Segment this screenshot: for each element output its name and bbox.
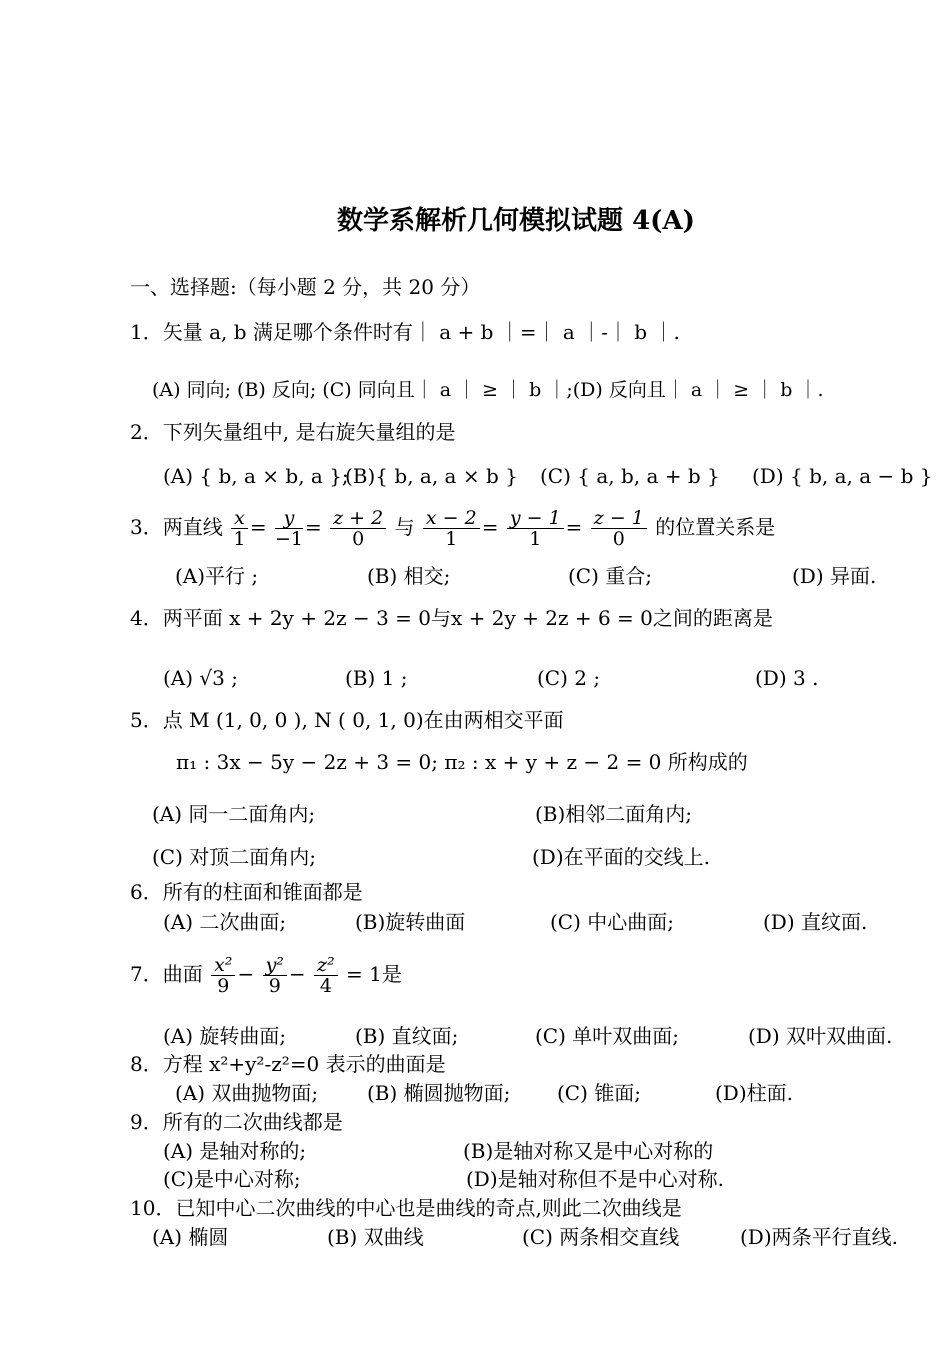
question-4-option-d: (D) 3 .	[755, 666, 819, 690]
question-6-option-d: (D) 直纹面.	[763, 910, 868, 934]
question-6-option-b: (B)旋转曲面	[355, 910, 466, 934]
fraction-denominator: 9	[217, 975, 230, 997]
question-1-options: (A) 同向; (B) 反向; (C) 同向且｜ a ｜ ≥ ｜ b ｜;(D) 反向且｜ a ｜ ≥ ｜ b ｜.	[152, 379, 824, 401]
question-10-stem: 10．已知中心二次曲线的中心也是曲线的奇点,则此二次曲线是	[130, 1196, 682, 1220]
question-9-stem: 9．所有的二次曲线都是	[130, 1110, 343, 1134]
question-7-stem: 7．曲面 $\frac{\text{x²}}{9}$ − $\frac{\text{y²}}{9}$ − $\frac{\text{z²}}{4}$ = 1是	[130, 954, 402, 997]
question-2-option-d: (D) { b, a, a − b }	[752, 464, 933, 488]
fraction-numerator: x	[231, 508, 248, 529]
question-9-option-c: (C)是中心对称;	[163, 1167, 301, 1191]
question-7-prefix: 7．曲面	[130, 962, 203, 986]
question-2-option-c: (C) { a, b, a + b }	[540, 464, 720, 488]
question-4-stem: 4．两平面 x + 2y + 2z − 3 = 0与x + 2y + 2z + 6 = 0之间的距离是	[130, 606, 773, 630]
question-7-option-d: (D) 双叶双曲面.	[748, 1024, 893, 1048]
question-9-option-d: (D)是轴对称但不是中心对称.	[466, 1167, 724, 1191]
question-5-option-b: (B)相邻二面角内;	[535, 802, 693, 826]
question-3-option-c: (C) 重合;	[568, 564, 653, 588]
fraction-numerator: y − 1	[507, 508, 564, 529]
fraction-numerator: z²	[314, 955, 338, 976]
question-10-option-a: (A) 椭圆	[152, 1225, 229, 1249]
section-heading: 一、选择题:（每小题 2 分，共 20 分）	[130, 275, 481, 299]
question-2-stem: 2．下列矢量组中, 是右旋矢量组的是	[130, 420, 456, 444]
question-10-option-b: (B) 双曲线	[327, 1225, 424, 1249]
fraction-numerator: x − 2	[423, 508, 480, 529]
question-7-suffix: = 1是	[346, 962, 402, 986]
question-3-option-b: (B) 相交;	[367, 564, 451, 588]
question-3-stem: 3．两直线 $\frac{x}{1}$ = $\frac{y}{-1}$ = $\frac{z + 2}{0}$ 与 $\frac{x - 2}{1}$ = $\frac{y - 1}{1}$ = $\frac{z - 1}{0}$ 的位置关系是	[130, 507, 776, 550]
fraction-numerator: x²	[211, 955, 235, 976]
question-3-option-d: (D) 异面.	[792, 564, 877, 588]
question-6-option-a: (A) 二次曲面;	[163, 910, 287, 934]
question-1-stem: 1．矢量 a, b 满足哪个条件时有｜ a + b ｜=｜ a ｜-｜ b ｜.	[130, 320, 680, 344]
question-3-suffix: 的位置关系是	[655, 515, 776, 539]
question-10-option-d: (D)两条平行直线.	[740, 1225, 898, 1249]
page-title: 数学系解析几何模拟试题 4(A)	[337, 206, 695, 236]
fraction-denominator: 0	[352, 528, 365, 550]
question-8-option-c: (C) 锥面;	[557, 1081, 642, 1105]
question-2-option-b: (B){ b, a, a × b }	[345, 464, 518, 488]
fraction	[507, 508, 564, 549]
question-7-option-a: (A) 旋转曲面;	[163, 1024, 287, 1048]
question-9-option-a: (A) 是轴对称的;	[163, 1139, 307, 1163]
question-5-planes: π₁ : 3x − 5y − 2z + 3 = 0; π₂ : x + y + z − 2 = 0 所构成的	[176, 750, 748, 774]
question-5-option-c: (C) 对顶二面角内;	[152, 845, 317, 869]
fraction-denominator: 1	[529, 528, 542, 550]
fraction-numerator: y	[275, 508, 303, 529]
fraction	[330, 508, 386, 549]
question-7-option-b: (B) 直纹面;	[355, 1024, 459, 1048]
question-3-connector: 与	[394, 515, 415, 539]
question-5-option-d: (D)在平面的交线上.	[532, 845, 710, 869]
fraction	[423, 508, 480, 549]
fraction-denominator: 9	[268, 975, 281, 997]
question-4-option-c: (C) 2 ;	[537, 666, 601, 690]
question-6-stem: 6．所有的柱面和锥面都是	[130, 880, 363, 904]
question-4-option-a: (A) √3 ;	[163, 666, 238, 690]
question-8-stem: 8．方程 x²+y²-z²=0 表示的曲面是	[130, 1052, 446, 1076]
fraction-numerator: z + 2	[330, 508, 386, 529]
fraction	[275, 508, 303, 549]
question-8-option-d: (D)柱面.	[715, 1081, 793, 1105]
question-5-stem: 5．点 M (1, 0, 0 ), N ( 0, 1, 0)在由两相交平面	[130, 708, 564, 732]
fraction-numerator: z − 1	[591, 508, 647, 529]
fraction-numerator: y²	[263, 955, 287, 976]
fraction-denominator: −1	[274, 528, 303, 550]
fraction-denominator: 4	[319, 975, 332, 997]
fraction	[314, 955, 338, 996]
question-9-option-b: (B)是轴对称又是中心对称的	[463, 1139, 714, 1163]
fraction	[231, 508, 248, 549]
question-10-option-c: (C) 两条相交直线	[522, 1225, 680, 1249]
fraction-denominator: 1	[233, 528, 246, 550]
question-3-option-a: (A)平行 ;	[175, 564, 259, 588]
question-6-option-c: (C) 中心曲面;	[550, 910, 675, 934]
question-7-option-c: (C) 单叶双曲面;	[535, 1024, 680, 1048]
fraction	[591, 508, 647, 549]
fraction	[211, 955, 235, 996]
fraction	[263, 955, 287, 996]
question-2-option-a: (A) { b, a × b, a };	[163, 464, 349, 488]
fraction-denominator: 1	[445, 528, 458, 550]
question-5-option-a: (A) 同一二面角内;	[152, 802, 316, 826]
question-8-option-a: (A) 双曲抛物面;	[175, 1081, 319, 1105]
question-8-option-b: (B) 椭圆抛物面;	[367, 1081, 511, 1105]
question-4-option-b: (B) 1 ;	[345, 666, 408, 690]
fraction-denominator: 0	[612, 528, 625, 550]
question-3-prefix: 3．两直线	[130, 515, 223, 539]
